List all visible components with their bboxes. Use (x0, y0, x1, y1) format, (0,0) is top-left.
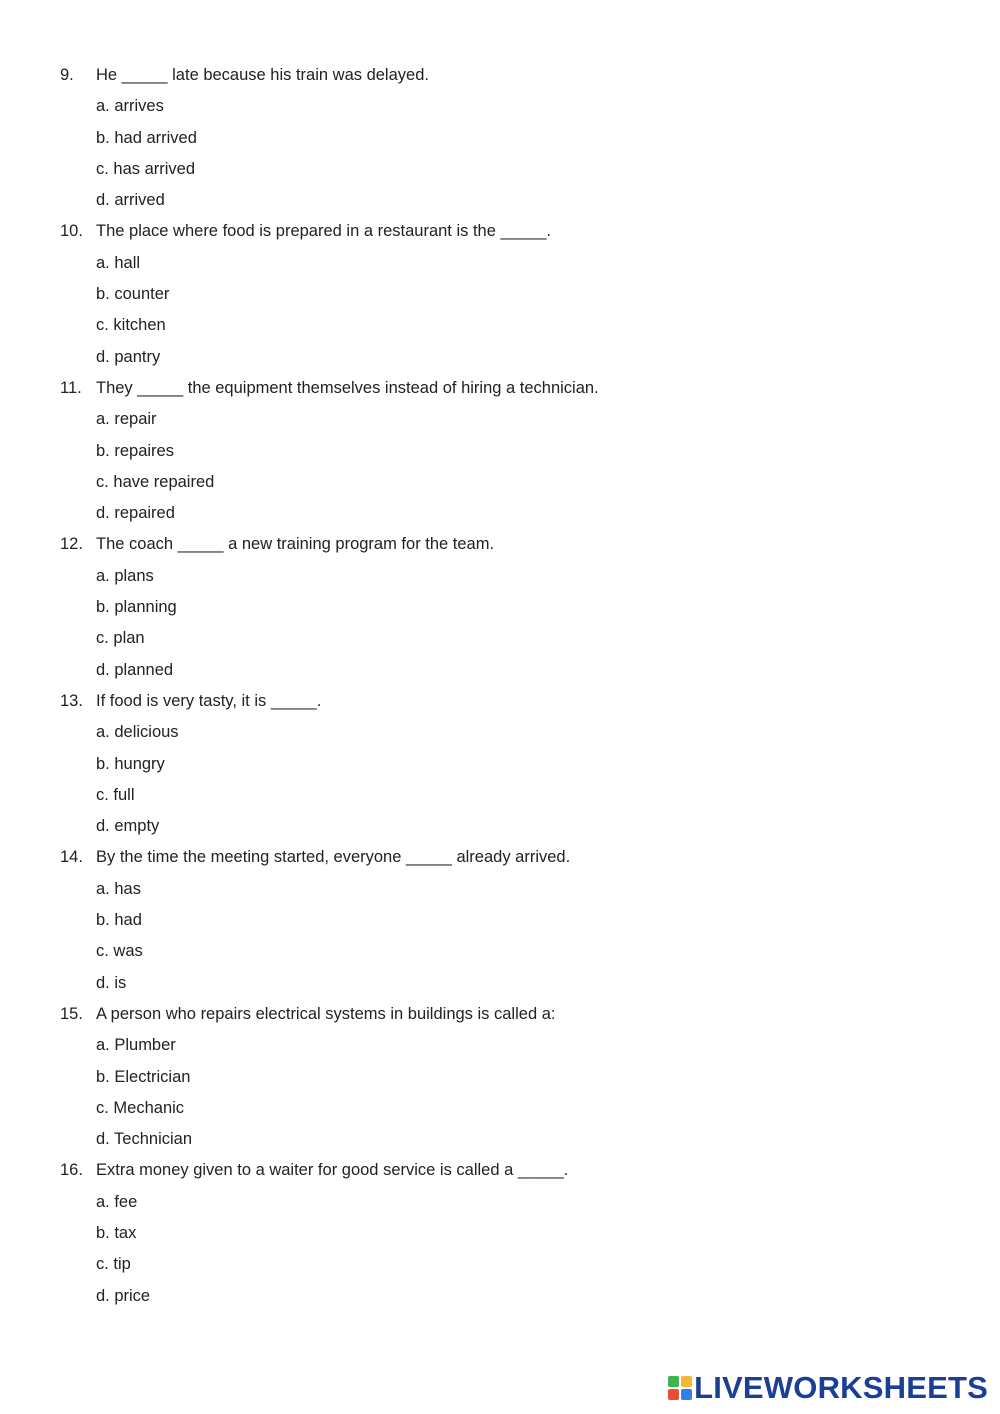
answer-option[interactable] (0, 1187, 1000, 1218)
question-item (0, 842, 1000, 998)
answer-option-label: b. planning (96, 598, 177, 617)
question-item (0, 1155, 1000, 1311)
question-text: The coach _____ a new training program for the team. (96, 535, 495, 554)
question-line (0, 686, 1000, 717)
question-text: Extra money given to a waiter for good service is called a _____. (96, 1161, 569, 1180)
answer-option-label: a. delicious (96, 723, 179, 742)
answer-option-label: b. Electrician (96, 1067, 191, 1086)
answer-option-label: a. arrives (96, 97, 164, 116)
answer-option[interactable] (0, 1281, 1000, 1312)
answer-option-label: c. kitchen (96, 316, 166, 335)
answer-option[interactable] (0, 561, 1000, 592)
answer-option-label: d. is (96, 973, 127, 992)
question-item (0, 999, 1000, 1155)
question-line (0, 529, 1000, 560)
liveworksheets-logo (668, 1370, 988, 1406)
answer-option-label: d. arrived (96, 191, 165, 210)
answer-option[interactable] (0, 91, 1000, 122)
answer-option[interactable] (0, 1093, 1000, 1124)
answer-option[interactable] (0, 436, 1000, 467)
question-text: If food is very tasty, it is _____. (96, 691, 322, 710)
answer-option-label: b. had arrived (96, 128, 197, 147)
question-text: He _____ late because his train was delayed. (96, 66, 429, 84)
answer-option-label: b. tax (96, 1223, 137, 1242)
answer-option[interactable] (0, 592, 1000, 623)
answer-option[interactable] (0, 185, 1000, 216)
question-line (0, 842, 1000, 873)
question-line (0, 1155, 1000, 1186)
answer-option[interactable] (0, 123, 1000, 154)
answer-option-label: a. hall (96, 253, 141, 272)
question-text: The place where food is prepared in a restaurant is the _____. (96, 222, 551, 241)
question-item (0, 686, 1000, 842)
answer-option-label: a. has (96, 879, 141, 898)
answer-option[interactable] (0, 780, 1000, 811)
question-item (0, 529, 1000, 685)
question-text: A person who repairs electrical systems in buildings is called a: (96, 1004, 556, 1023)
answer-option[interactable] (0, 498, 1000, 529)
question-line (0, 373, 1000, 404)
question-number: 14. (60, 848, 83, 867)
answer-option-label: d. price (96, 1286, 151, 1305)
answer-option-label: a. plans (96, 566, 154, 585)
answer-option[interactable] (0, 749, 1000, 780)
answer-option[interactable] (0, 1030, 1000, 1061)
answer-option-label: c. Mechanic (96, 1098, 185, 1117)
question-text: By the time the meeting started, everyone _____ already arrived. (96, 848, 571, 867)
worksheet (0, 60, 1000, 1312)
answer-option-label: c. plan (96, 629, 145, 648)
question-item (0, 60, 1000, 216)
answer-option-label: c. has arrived (96, 159, 196, 178)
answer-option-label: d. empty (96, 817, 160, 836)
answer-option-label: c. was (96, 942, 143, 961)
logo-mark-icon (668, 1376, 692, 1400)
answer-option[interactable] (0, 717, 1000, 748)
question-number: 13. (60, 691, 83, 710)
answer-option[interactable] (0, 1218, 1000, 1249)
answer-option[interactable] (0, 404, 1000, 435)
answer-option[interactable] (0, 1249, 1000, 1280)
answer-option-label: b. hungry (96, 754, 165, 773)
answer-option-label: b. repaires (96, 441, 174, 460)
answer-option-label: d. pantry (96, 347, 161, 366)
answer-option-label: c. full (96, 785, 135, 804)
answer-option[interactable] (0, 874, 1000, 905)
answer-option[interactable] (0, 310, 1000, 341)
answer-option[interactable] (0, 248, 1000, 279)
answer-option[interactable] (0, 623, 1000, 654)
answer-option-label: d. repaired (96, 504, 175, 523)
answer-option-label: d. planned (96, 660, 174, 679)
answer-option[interactable] (0, 655, 1000, 686)
answer-option[interactable] (0, 1124, 1000, 1155)
answer-option[interactable] (0, 811, 1000, 842)
answer-option[interactable] (0, 467, 1000, 498)
question-item (0, 216, 1000, 372)
answer-option-label: b. had (96, 911, 142, 930)
answer-option[interactable] (0, 936, 1000, 967)
answer-option-label: c. tip (96, 1255, 131, 1274)
question-line (0, 999, 1000, 1030)
question-number: 11. (60, 378, 82, 397)
question-line (0, 60, 1000, 91)
answer-option-label: c. have repaired (96, 472, 215, 491)
question-text: They _____ the equipment themselves instead of hiring a technician. (96, 378, 599, 397)
answer-option[interactable] (0, 905, 1000, 936)
question-number: 16. (60, 1161, 83, 1180)
answer-option-label: a. repair (96, 410, 157, 429)
logo-text: LIVEWORKSHEETS (694, 1370, 988, 1405)
question-item (0, 373, 1000, 529)
answer-option-label: d. Technician (96, 1130, 193, 1149)
answer-option[interactable] (0, 968, 1000, 999)
question-number: 10. (60, 222, 83, 241)
question-number: 12. (60, 535, 83, 554)
question-number: 9. (60, 66, 74, 84)
answer-option[interactable] (0, 1062, 1000, 1093)
answer-option[interactable] (0, 279, 1000, 310)
answer-option-label: a. Plumber (96, 1036, 176, 1055)
answer-option-label: b. counter (96, 285, 170, 304)
question-line (0, 216, 1000, 247)
answer-option[interactable] (0, 342, 1000, 373)
question-number: 15. (60, 1004, 83, 1023)
answer-option[interactable] (0, 154, 1000, 185)
answer-option-label: a. fee (96, 1192, 138, 1211)
